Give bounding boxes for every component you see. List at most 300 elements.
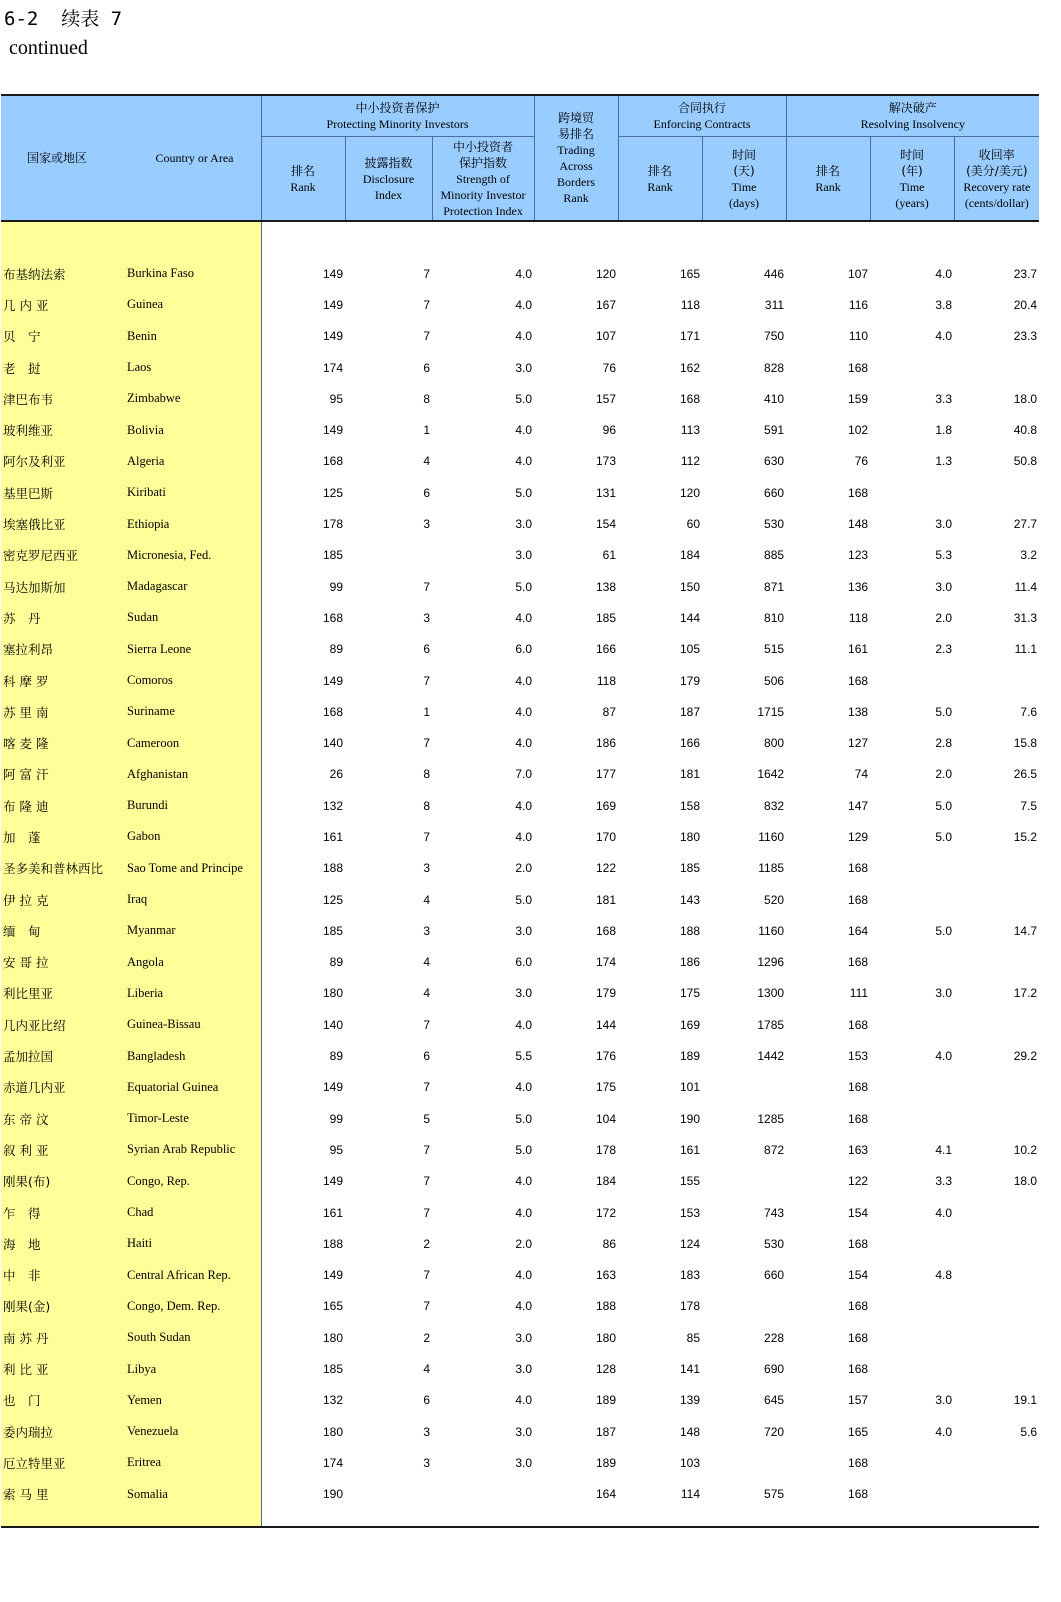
contracts-rank-cell: 165 (680, 266, 701, 281)
recovery-rate-cell: 23.3 (1013, 329, 1038, 344)
minority-rank-cell: 168 (261, 446, 345, 477)
contracts-rank-cell: 169 (680, 1017, 701, 1032)
spacer-cell (432, 1510, 534, 1527)
table-row (1, 696, 1039, 727)
insolvency-rank-cell: 116 (848, 297, 869, 312)
strength-index-cell: 5.0 (515, 892, 533, 907)
insolvency-time-years-cell: 1.3 (935, 454, 953, 469)
country-cn-cell: 刚果(布) (1, 1166, 123, 1197)
minority-rank-cell: 149 (261, 321, 345, 352)
trading-rank-cell: 131 (596, 485, 617, 500)
recovery-rate-cell: 11.1 (1014, 642, 1038, 657)
disclosure-index-cell: 7 (423, 736, 430, 751)
disclosure-index-cell: 7 (423, 829, 430, 844)
trading-rank-cell: 185 (596, 610, 617, 625)
contracts-time-days-cell (702, 1166, 786, 1197)
contracts-time-days-cell: 1785 (757, 1017, 785, 1032)
spacer-cell (618, 1510, 702, 1527)
recovery-rate-cell: 17.2 (1013, 986, 1038, 1001)
disclosure-header-en1: Disclosure (362, 171, 415, 186)
disclosure-index-cell (345, 1479, 432, 1510)
insolvency-time-years-cell: 3.3 (935, 1174, 953, 1189)
minority-rank-header (261, 137, 345, 222)
insolvency-time-years-cell: 4.8 (935, 1268, 953, 1283)
country-cn-cell: 安 哥 拉 (1, 947, 123, 978)
country-cn-cell: 老 挝 (1, 352, 123, 383)
country-en-cell: Yemen (123, 1385, 261, 1416)
disclosure-index-cell: 7 (423, 1205, 430, 1220)
rank-header-cn: 排名 (648, 163, 673, 178)
table-row (1, 1385, 1039, 1416)
trading-rank-cell: 107 (596, 329, 617, 344)
spacer-cell (954, 221, 1039, 258)
country-cn-cell: 贝 宁 (1, 321, 123, 352)
trading-header-en3: Borders (557, 175, 596, 189)
table-row (1, 1040, 1039, 1071)
minority-rank-cell: 99 (261, 1103, 345, 1134)
insolvency-rank-cell: 102 (848, 423, 869, 438)
insolvency-time-years-cell: 4.0 (935, 1049, 953, 1064)
recovery-rate-cell: 40.8 (1013, 423, 1038, 438)
strength-index-cell (432, 1479, 534, 1510)
contracts-time-days-cell: 1185 (758, 861, 785, 876)
trading-rank-cell: 187 (596, 1424, 617, 1439)
table-row (1, 1353, 1039, 1384)
trading-rank-cell: 157 (596, 391, 617, 406)
country-en-cell: Cameroon (123, 727, 261, 758)
contracts-header (618, 95, 786, 137)
rank-header-cn: 排名 (290, 163, 315, 178)
strength-index-cell: 4.0 (515, 1299, 533, 1314)
contracts-time-days-cell: 750 (764, 329, 785, 344)
strength-index-cell: 7.0 (515, 767, 533, 782)
trading-header-en1: Trading (557, 143, 595, 157)
insolvency-rank-cell: 157 (848, 1393, 869, 1408)
strength-index-cell: 3.0 (515, 1455, 533, 1470)
strength-index-cell: 4.0 (515, 1080, 533, 1095)
country-cn-cell: 委内瑞拉 (1, 1416, 123, 1447)
recovery-header-en1: Recovery rate (963, 179, 1031, 194)
time-days-header-en2: (days) (729, 195, 760, 210)
contracts-rank-cell: 114 (680, 1487, 701, 1502)
insolvency-rank-cell: 168 (848, 892, 869, 907)
spacer-cell (1, 1510, 123, 1527)
contracts-time-days-cell: 690 (764, 1362, 785, 1377)
disclosure-index-cell: 7 (423, 1299, 430, 1314)
rank-header-cn: 排名 (816, 163, 841, 178)
contracts-rank-cell: 148 (680, 1424, 701, 1439)
country-en-cell: Congo, Rep. (123, 1166, 261, 1197)
trading-header-en2: Across (559, 159, 593, 173)
insolvency-time-years-cell (870, 1009, 954, 1040)
minority-rank-cell: 188 (261, 1228, 345, 1259)
insolvency-time-years-cell: 2.8 (935, 736, 953, 751)
contracts-rank-cell: 184 (680, 548, 701, 563)
minority-rank-cell: 185 (261, 540, 345, 571)
recovery-rate-cell (954, 1353, 1039, 1384)
insolvency-time-years-cell: 4.0 (935, 1205, 953, 1220)
recovery-rate-cell: 19.1 (1013, 1393, 1038, 1408)
time-days-header (702, 137, 786, 222)
country-cn-cell: 加 蓬 (1, 821, 123, 852)
table-spacer-row (1, 221, 1039, 258)
spacer-cell (786, 221, 870, 258)
country-cn-cell: 缅 甸 (1, 915, 123, 946)
contracts-header-en: Enforcing Contracts (653, 117, 751, 131)
recovery-rate-cell (954, 853, 1039, 884)
data-table-container (1, 94, 1039, 1528)
country-en-cell: Venezuela (123, 1416, 261, 1447)
trading-rank-cell: 188 (596, 1299, 617, 1314)
recovery-rate-header (954, 137, 1039, 222)
minority-rank-cell: 180 (261, 1416, 345, 1447)
insolvency-rank-cell: 168 (848, 1017, 869, 1032)
strength-index-cell: 4.0 (515, 1205, 533, 1220)
minority-rank-cell: 89 (261, 634, 345, 665)
time-years-header-cn1: 时间 (900, 147, 925, 162)
insolvency-rank-cell: 111 (849, 986, 869, 1001)
table-row (1, 571, 1039, 602)
strength-index-cell: 3.0 (515, 1362, 533, 1377)
recovery-rate-cell: 10.2 (1013, 1142, 1038, 1157)
contracts-time-days-cell (702, 1291, 786, 1322)
insolvency-time-years-cell (870, 1479, 954, 1510)
table-row (1, 1009, 1039, 1040)
recovery-rate-cell (954, 1103, 1039, 1134)
country-en-cell: South Sudan (123, 1322, 261, 1353)
trading-rank-cell: 128 (596, 1362, 617, 1377)
disclosure-header-cn: 披露指数 (364, 155, 413, 170)
contracts-time-days-cell: 630 (764, 454, 785, 469)
spacer-cell (954, 1510, 1039, 1527)
country-en-cell: Ethiopia (123, 508, 261, 539)
contracts-time-days-cell: 506 (764, 673, 785, 688)
disclosure-index-cell: 7 (423, 297, 430, 312)
country-en-cell: Libya (123, 1353, 261, 1384)
country-cn-cell: 布基纳法索 (1, 258, 123, 289)
country-cn-cell: 刚果(金) (1, 1291, 123, 1322)
contracts-time-days-cell: 520 (764, 892, 785, 907)
disclosure-index-cell: 1 (423, 423, 430, 438)
minority-rank-cell: 95 (261, 1134, 345, 1165)
contracts-time-days-cell (702, 1447, 786, 1478)
minority-rank-cell: 185 (261, 915, 345, 946)
insolvency-rank-cell: 168 (848, 955, 869, 970)
table-end-spacer-row (1, 1510, 1039, 1527)
trading-rank-cell: 154 (596, 517, 617, 532)
insolvency-time-years-cell: 2.0 (935, 767, 953, 782)
spacer-cell (534, 221, 618, 258)
trading-rank-cell: 118 (596, 673, 617, 688)
minority-rank-cell: 132 (261, 1385, 345, 1416)
table-row (1, 1072, 1039, 1103)
disclosure-index-cell: 3 (423, 610, 430, 625)
insolvency-rank-cell: 123 (848, 548, 869, 563)
recovery-rate-cell: 20.4 (1013, 297, 1038, 312)
country-en-cell: Chad (123, 1197, 261, 1228)
insolvency-rank-cell: 168 (848, 1111, 869, 1126)
country-cn-cell: 海 地 (1, 1228, 123, 1259)
disclosure-index-cell: 4 (423, 892, 430, 907)
country-cn-cell: 布 隆 迪 (1, 790, 123, 821)
recovery-rate-cell: 7.5 (1020, 798, 1038, 813)
strength-index-cell: 6.0 (515, 955, 533, 970)
insolvency-rank-cell: 154 (848, 1205, 869, 1220)
minority-rank-cell: 168 (261, 696, 345, 727)
insolvency-time-years-cell: 1.8 (935, 423, 953, 438)
table-row (1, 884, 1039, 915)
disclosure-index-cell: 6 (423, 1049, 430, 1064)
country-en-cell: Burkina Faso (123, 258, 261, 289)
minority-rank-cell: 161 (261, 1197, 345, 1228)
spacer-cell (786, 1510, 870, 1527)
insolvency-time-years-cell (870, 1103, 954, 1134)
strength-index-cell: 5.0 (515, 579, 533, 594)
table-row (1, 414, 1039, 445)
contracts-rank-cell: 171 (680, 329, 701, 344)
contracts-time-days-cell: 871 (764, 579, 785, 594)
disclosure-index-cell: 7 (423, 579, 430, 594)
country-en-cell: Micronesia, Fed. (123, 540, 261, 571)
data-table (1, 94, 1039, 1528)
contracts-time-days-cell: 660 (764, 1268, 785, 1283)
page-subtitle: continued (9, 37, 88, 59)
disclosure-index-cell: 1 (423, 704, 430, 719)
contracts-rank-cell: 120 (680, 485, 701, 500)
strength-header-cn1: 中小投资者 (453, 139, 514, 154)
country-cn-cell: 中 非 (1, 1260, 123, 1291)
strength-index-cell: 4.0 (515, 736, 533, 751)
trading-rank-cell: 122 (596, 861, 617, 876)
contracts-time-days-cell: 515 (764, 642, 785, 657)
table-row (1, 1479, 1039, 1510)
trading-rank-cell: 168 (596, 923, 617, 938)
insolvency-rank-cell: 127 (848, 736, 869, 751)
country-en-cell: Sierra Leone (123, 634, 261, 665)
strength-index-cell: 4.0 (515, 610, 533, 625)
strength-index-cell: 4.0 (515, 266, 533, 281)
table-row (1, 1228, 1039, 1259)
spacer-cell (534, 1510, 618, 1527)
country-cn-cell: 苏 里 南 (1, 696, 123, 727)
time-years-header-en2: (years) (895, 195, 929, 210)
country-cn-cell: 马达加斯加 (1, 571, 123, 602)
disclosure-index-cell: 6 (423, 642, 430, 657)
recovery-rate-cell: 18.0 (1013, 1174, 1038, 1189)
minority-rank-cell: 132 (261, 790, 345, 821)
country-cn-cell: 几 内 亚 (1, 289, 123, 320)
minority-rank-cell: 180 (261, 978, 345, 1009)
strength-index-cell: 5.0 (515, 1111, 533, 1126)
country-cn-cell: 苏 丹 (1, 602, 123, 633)
contracts-time-days-cell: 1715 (757, 704, 785, 719)
country-cn-cell: 埃塞俄比亚 (1, 508, 123, 539)
country-cn-cell: 喀 麦 隆 (1, 727, 123, 758)
insolvency-rank-cell: 153 (848, 1049, 869, 1064)
country-cn-cell: 利 比 亚 (1, 1353, 123, 1384)
insolvency-time-years-cell (870, 1353, 954, 1384)
disclosure-index-cell: 4 (423, 1362, 430, 1377)
contracts-time-days-cell: 660 (764, 485, 785, 500)
table-bottom-rule (1, 1527, 1039, 1528)
country-en-cell: Timor-Leste (123, 1103, 261, 1134)
insolvency-header-en: Resolving Insolvency (860, 117, 965, 131)
table-row (1, 947, 1039, 978)
table-row (1, 790, 1039, 821)
strength-index-cell: 3.0 (515, 517, 533, 532)
insolvency-time-years-cell (870, 1322, 954, 1353)
minority-rank-cell: 26 (261, 759, 345, 790)
country-cn-cell: 密克罗尼西亚 (1, 540, 123, 571)
trading-rank-cell: 166 (596, 642, 617, 657)
country-cn-cell: 孟加拉国 (1, 1040, 123, 1071)
contracts-time-days-cell: 1160 (758, 923, 785, 938)
disclosure-index-cell: 6 (423, 1393, 430, 1408)
table-row (1, 1291, 1039, 1322)
country-cn-cell: 科 摩 罗 (1, 665, 123, 696)
country-en-cell: Liberia (123, 978, 261, 1009)
trading-rank-cell: 179 (596, 986, 617, 1001)
trading-rank-cell: 96 (602, 423, 617, 438)
trading-header-en4: Rank (563, 191, 589, 205)
recovery-rate-cell: 15.8 (1013, 736, 1038, 751)
country-en-cell: Congo, Dem. Rep. (123, 1291, 261, 1322)
insolvency-rank-header (786, 137, 870, 222)
contracts-rank-cell: 187 (680, 704, 701, 719)
contracts-rank-cell: 181 (680, 767, 701, 782)
insolvency-time-years-cell: 3.0 (935, 517, 953, 532)
insolvency-time-years-cell (870, 884, 954, 915)
contracts-rank-cell: 179 (680, 673, 701, 688)
insolvency-header-cn: 解决破产 (888, 101, 937, 115)
spacer-cell (702, 1510, 786, 1527)
minority-rank-cell: 149 (261, 1072, 345, 1103)
country-en-cell: Afghanistan (123, 759, 261, 790)
minority-rank-cell: 190 (261, 1479, 345, 1510)
country-en-cell: Sao Tome and Principe (123, 853, 261, 884)
contracts-time-days-cell: 810 (764, 610, 785, 625)
strength-header-en1: Strength of (456, 171, 510, 186)
country-en-cell: Benin (123, 321, 261, 352)
trading-rank-cell: 104 (596, 1111, 617, 1126)
contracts-rank-cell: 166 (680, 736, 701, 751)
spacer-cell (618, 221, 702, 258)
trading-rank-cell: 186 (596, 736, 617, 751)
spacer-cell (345, 1510, 432, 1527)
time-years-header-en1: Time (899, 179, 925, 194)
table-row (1, 289, 1039, 320)
insolvency-time-years-cell (870, 352, 954, 383)
disclosure-index-cell: 7 (423, 673, 430, 688)
strength-index-cell: 4.0 (515, 1268, 533, 1283)
recovery-rate-cell: 3.2 (1020, 548, 1038, 563)
recovery-rate-cell (954, 1291, 1039, 1322)
minority-rank-cell: 149 (261, 414, 345, 445)
time-years-header-cn2: (年) (901, 163, 923, 178)
minority-rank-cell: 174 (261, 1447, 345, 1478)
recovery-rate-cell (954, 947, 1039, 978)
strength-index-cell: 6.0 (515, 642, 533, 657)
insolvency-time-years-cell: 3.0 (935, 986, 953, 1001)
contracts-time-days-cell: 530 (764, 517, 785, 532)
contracts-time-days-cell: 1160 (758, 829, 785, 844)
insolvency-rank-cell: 161 (848, 642, 869, 657)
spacer-cell (702, 221, 786, 258)
insolvency-time-years-cell: 3.8 (935, 297, 953, 312)
table-header (1, 95, 1039, 221)
disclosure-index-cell: 7 (423, 1174, 430, 1189)
insolvency-time-years-cell (870, 1291, 954, 1322)
insolvency-rank-cell: 107 (848, 266, 869, 281)
strength-index-cell: 5.5 (515, 1049, 533, 1064)
country-cn-cell: 厄立特里亚 (1, 1447, 123, 1478)
minority-rank-cell: 99 (261, 571, 345, 602)
recovery-header-cn2: (美分/美元) (966, 163, 1028, 178)
insolvency-rank-cell: 168 (848, 673, 869, 688)
minority-rank-cell: 149 (261, 665, 345, 696)
insolvency-time-years-cell: 5.3 (935, 548, 953, 563)
insolvency-rank-cell: 168 (848, 1299, 869, 1314)
table-row (1, 508, 1039, 539)
country-en-cell: Laos (123, 352, 261, 383)
recovery-rate-cell (954, 665, 1039, 696)
recovery-rate-cell: 29.2 (1013, 1049, 1038, 1064)
insolvency-time-years-cell: 4.0 (935, 1424, 953, 1439)
table-row (1, 1416, 1039, 1447)
contracts-rank-cell: 60 (686, 517, 701, 532)
country-cn-cell: 圣多美和普林西比 (1, 853, 123, 884)
disclosure-index-cell: 7 (423, 266, 430, 281)
country-cn-cell: 基里巴斯 (1, 477, 123, 508)
country-cn-cell: 索 马 里 (1, 1479, 123, 1510)
strength-index-cell: 4.0 (515, 829, 533, 844)
strength-index-cell: 3.0 (515, 548, 533, 563)
disclosure-index-cell: 4 (423, 454, 430, 469)
strength-index-cell: 3.0 (515, 1424, 533, 1439)
insolvency-rank-cell: 110 (848, 329, 869, 344)
table-row (1, 1166, 1039, 1197)
table-row (1, 1322, 1039, 1353)
country-cn-cell: 乍 得 (1, 1197, 123, 1228)
country-en-cell: Angola (123, 947, 261, 978)
contracts-rank-cell: 161 (680, 1142, 701, 1157)
trading-rank-cell: 169 (596, 798, 617, 813)
strength-index-cell: 3.0 (515, 923, 533, 938)
country-cn-cell: 阿 富 汗 (1, 759, 123, 790)
country-header-en: Country or Area (155, 151, 234, 165)
insolvency-time-years-cell: 4.1 (935, 1142, 953, 1157)
time-days-header-cn1: 时间 (732, 147, 757, 162)
recovery-rate-cell (954, 1009, 1039, 1040)
insolvency-rank-cell: 159 (848, 391, 869, 406)
minority-rank-cell: 149 (261, 1166, 345, 1197)
insolvency-time-years-cell (870, 1228, 954, 1259)
minority-rank-cell: 174 (261, 352, 345, 383)
country-cn-cell: 伊 拉 克 (1, 884, 123, 915)
recovery-rate-cell: 14.7 (1013, 923, 1038, 938)
contracts-rank-cell: 103 (680, 1455, 701, 1470)
insolvency-time-years-cell: 5.0 (935, 704, 953, 719)
insolvency-rank-cell: 154 (848, 1268, 869, 1283)
table-row (1, 853, 1039, 884)
trading-rank-cell: 176 (596, 1049, 617, 1064)
insolvency-time-years-cell (870, 853, 954, 884)
strength-index-cell: 5.0 (515, 485, 533, 500)
strength-index-cell: 5.0 (515, 391, 533, 406)
country-en-cell: Sudan (123, 602, 261, 633)
table-row (1, 634, 1039, 665)
recovery-rate-cell: 7.6 (1020, 704, 1038, 719)
